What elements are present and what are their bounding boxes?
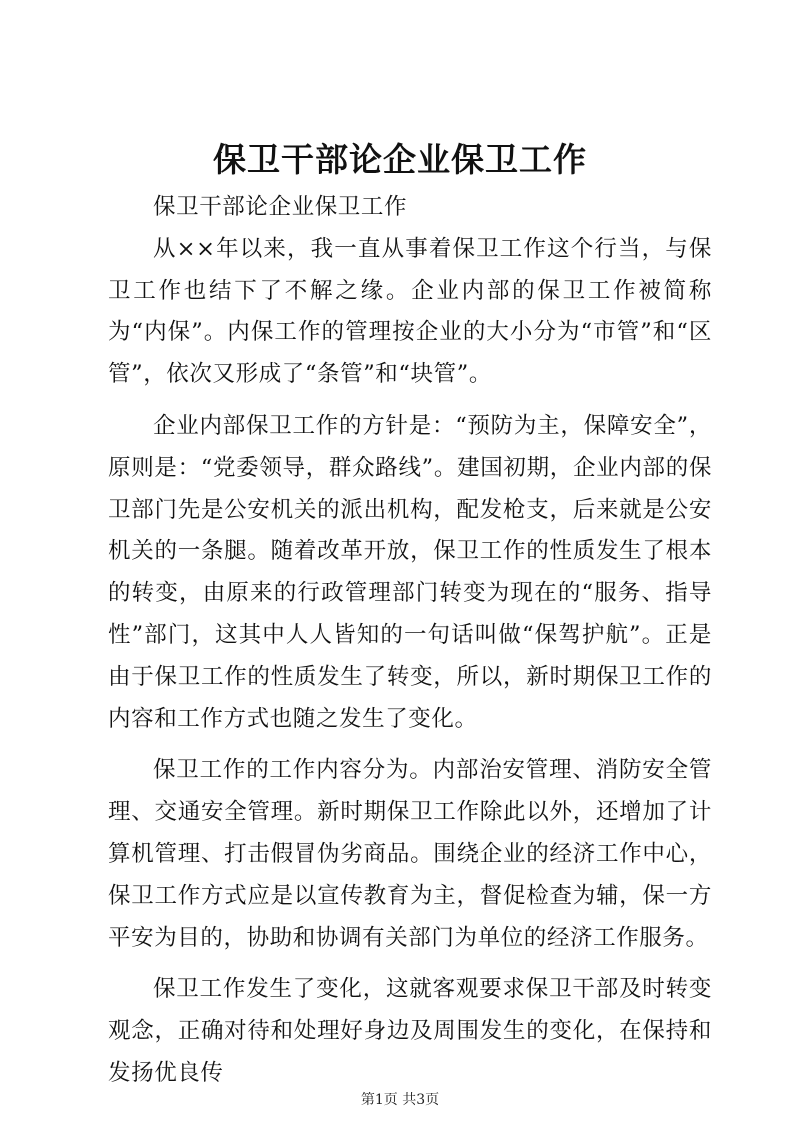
paragraph-4: 保卫工作发生了变化，这就客观要求保卫干部及时转变观念，正确对待和处理好身边及周围发生的变化，在保持和发扬优良传: [108, 976, 712, 1086]
paragraph-3: 保卫工作的工作内容分为。内部治安管理、消防安全管理、交通安全管理。新时期保卫工作除此以外，还增加了计算机管理、打击假冒伪劣商品。围绕企业的经济工作中心，保卫工作方式应是以宣传教育为主，督促检查为辅，保一方平安为目的，协助和协调有关部门为单位的经济工作服务。: [108, 757, 712, 951]
paragraph-subtitle: 保卫干部论企业保卫工作: [153, 194, 408, 220]
document-body: [108, 187, 712, 1095]
paragraph-2: 企业内部保卫工作的方针是：“预防为主，保障安全”，原则是：“党委领导，群众路线”。建国初期，企业内部的保卫部门先是公安机关的派出机构，配发枪支，后来就是公安机关的一条腿。随着改革开放，保卫工作的性质发生了根本的转变，由原来的行政管理部门转变为现在的“服务、指导性”部门，这其中人人皆知的一句话叫做“保驾护航”。正是由于保卫工作的性质发生了转变，所以，新时期保卫工作的内容和工作方式也随之发生了变化。: [108, 412, 712, 732]
page-number-footer: 第1页 共3页: [360, 1092, 440, 1108]
document-title: 保卫干部论企业保卫工作: [213, 140, 587, 179]
paragraph-1: 从××年以来，我一直从事着保卫工作这个行当，与保卫工作也结下了不解之缘。企业内部的保卫工作被简称为“内保”。内保工作的管理按企业的大小分为“市管”和“区管”，依次又形成了“条管”和“块管”。: [108, 235, 712, 388]
